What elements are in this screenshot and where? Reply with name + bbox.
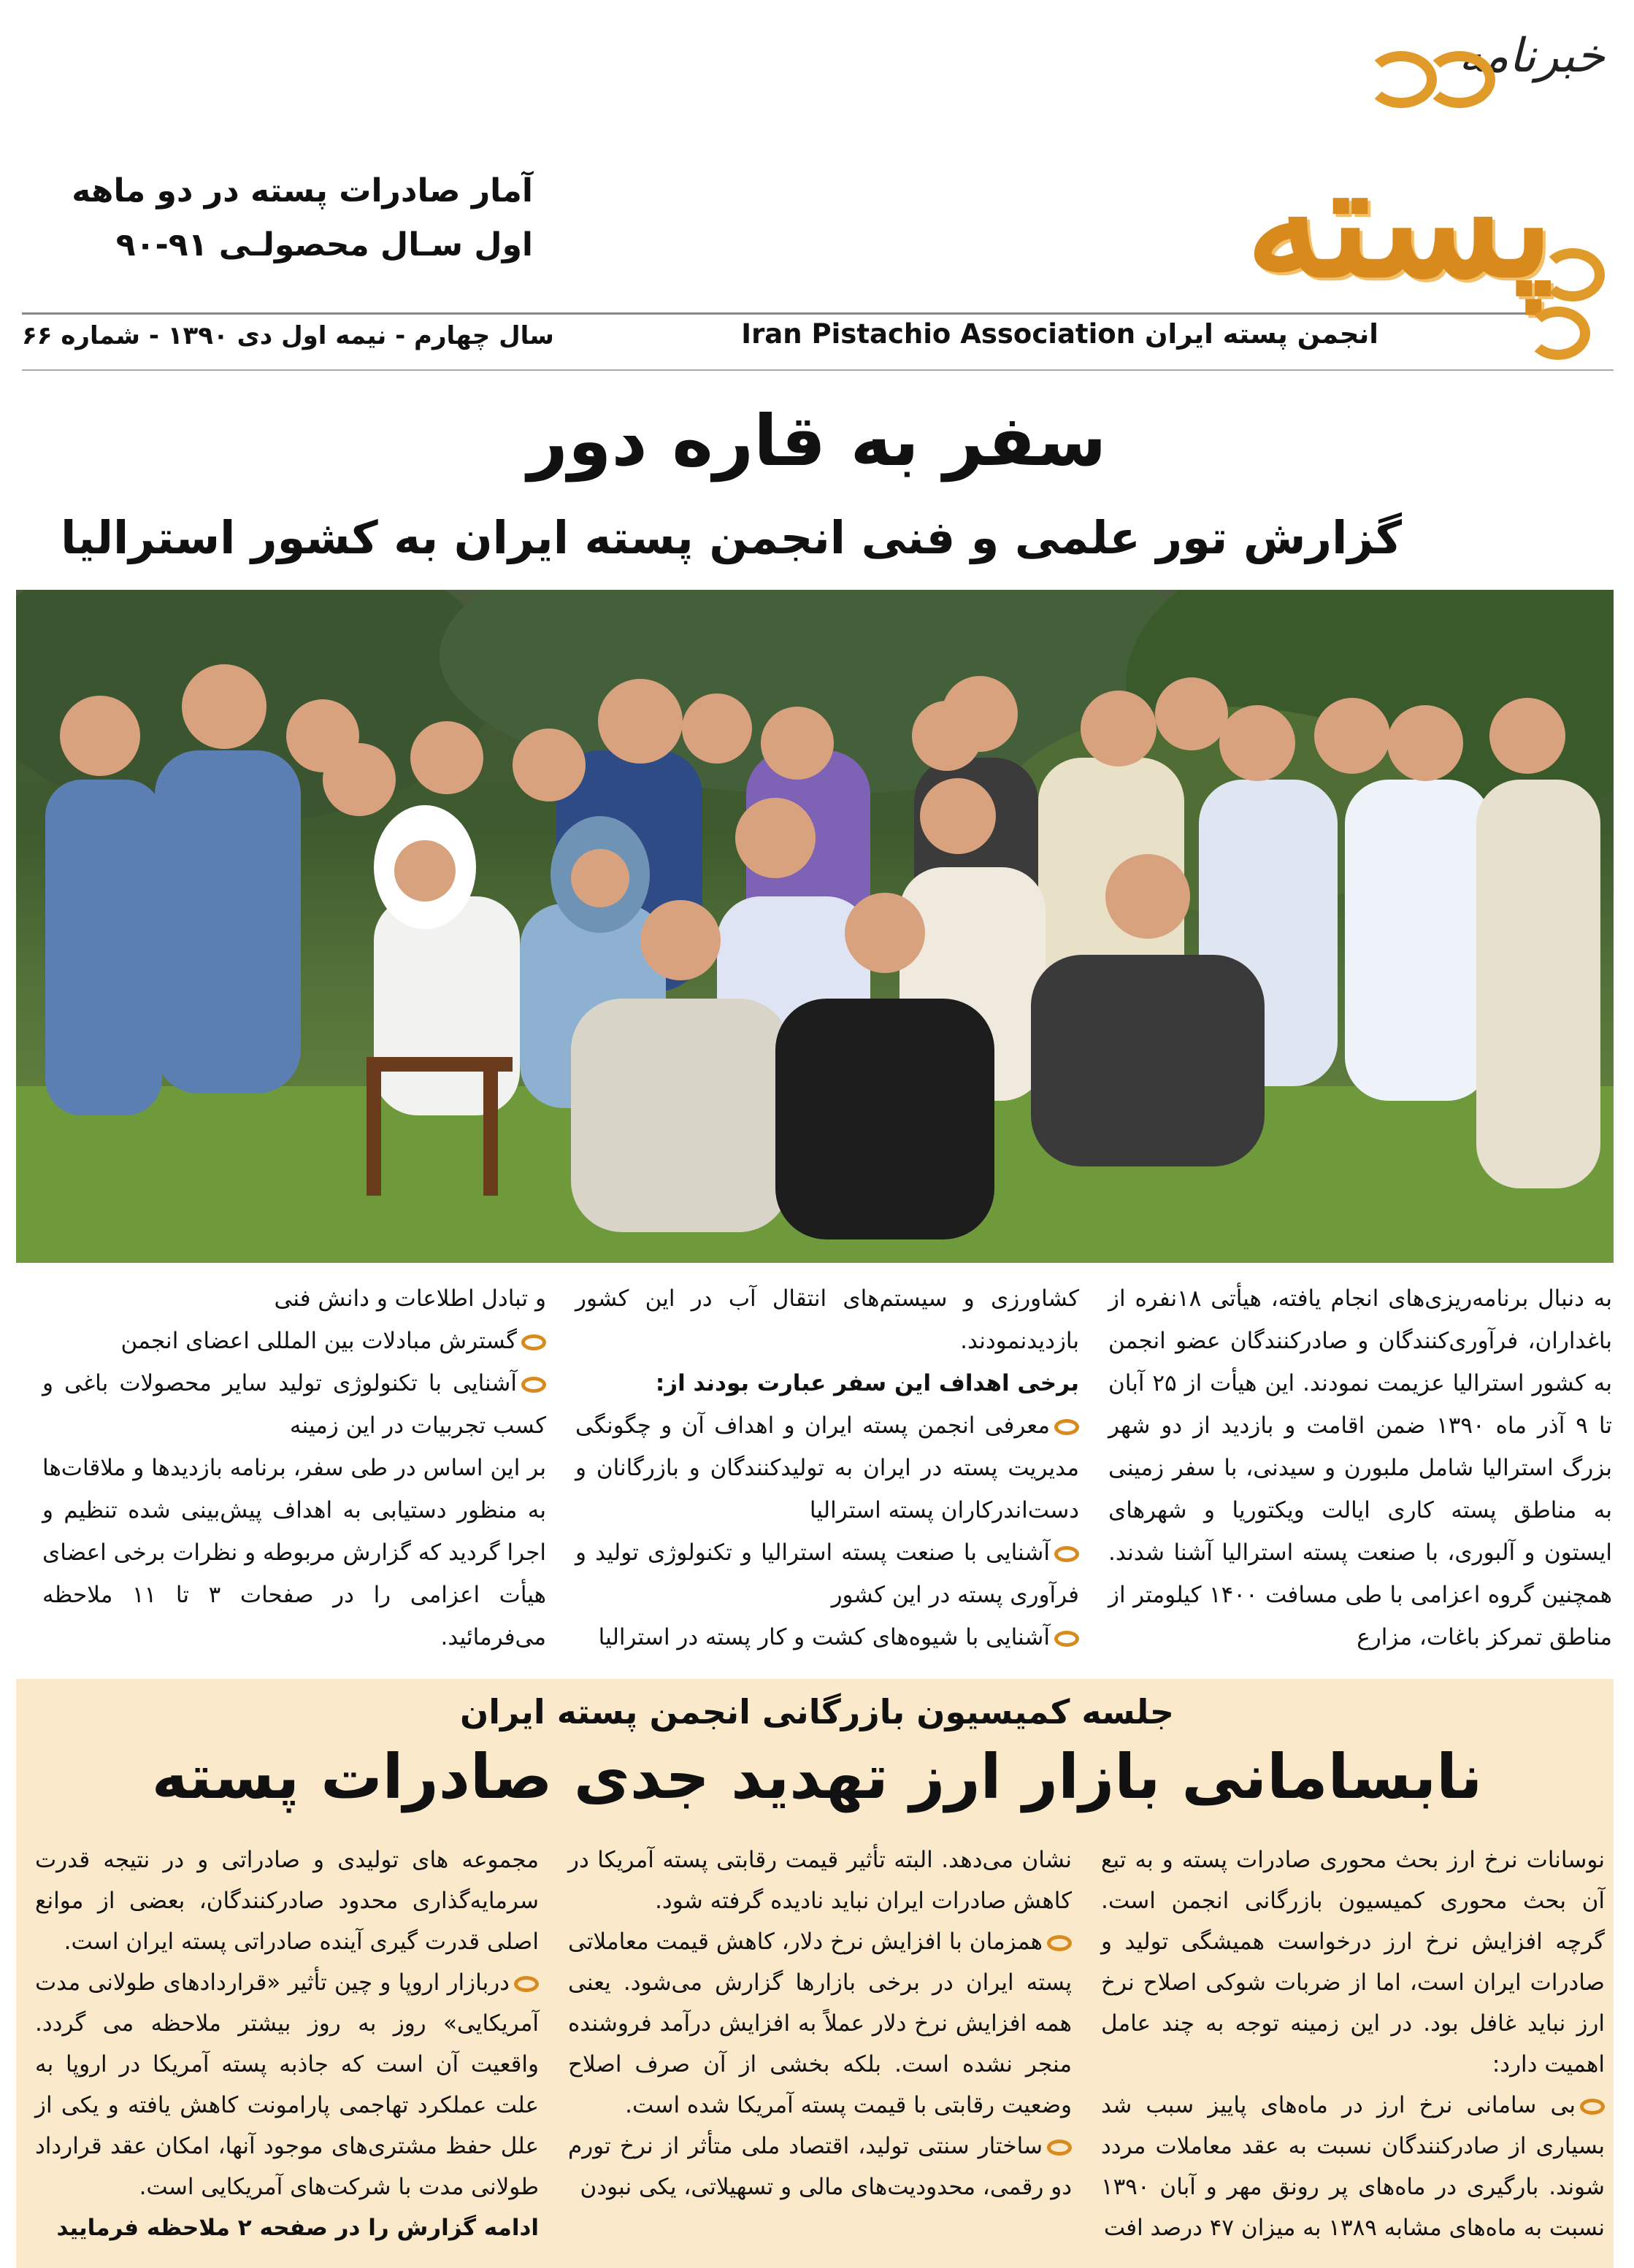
list-item-text: دربازار اروپا و چین تأثیر «قراردادهای طولانی مدت آمریکایی» روز به روز بیشتر ملاحظه می گردد. واقعیت آن است که جاذبه پسته آمریکا در اروپا به علت عملکرد تهاجمی پارامونت کاهش یافته و یکی از علل حفظ مشتری‌های موجود آنها، امکان عقد قرارداد طولانی مدت با شرکت‌های آمریکایی است. xyxy=(35,1969,539,2200)
article2-kicker: جلسه کمیسیون بازرگانی انجمن پسته ایران xyxy=(460,1692,1174,1731)
article-subheadline: گزارش تور علمی و فنی انجمن پسته ایران به کشور استرالیا xyxy=(61,511,1402,564)
article-headline[interactable]: سفر به قاره دور xyxy=(527,400,1107,482)
issue-info: سال چهارم - نیمه اول دی ۱۳۹۰ - شماره ۶۶ xyxy=(22,321,554,350)
bullet-icon xyxy=(521,1334,546,1350)
list-item xyxy=(42,1362,546,1447)
list-item-text: آشنایی با صنعت پسته استرالیا و تکنولوژی تولید و فرآوری پسته در این کشور xyxy=(575,1539,1079,1608)
list-item xyxy=(1101,2085,1605,2248)
paragraph: مجموعه های تولیدی و صادراتی و در نتیجه قدرت سرمایه‌گذاری محدود صادرکنندگان، بعضی از موانع اصلی قدرت گیری آینده صادراتی پسته ایران است. xyxy=(35,1847,539,1955)
group-photo[interactable] xyxy=(16,590,1614,1263)
bullet-icon xyxy=(1054,1631,1079,1647)
article2-headline[interactable]: نابسامانی بازار ارز تهدید جدی صادرات پسته xyxy=(151,1741,1483,1813)
list-item-text: معرفی انجمن پسته ایران و اهداف آن و چگونگی مدیریت پسته در ایران به تولیدکنندگان و بازرگانان و دست‌اندرکاران پسته استرالیا xyxy=(575,1412,1079,1523)
bullet-icon xyxy=(514,1976,539,1992)
logo-dot-decoration xyxy=(1541,248,1605,301)
list-item-text: گسترش مبادلات بین المللی اعضای انجمن xyxy=(120,1328,517,1354)
article2-column xyxy=(1101,1840,1605,2248)
article-column xyxy=(575,1277,1079,1658)
divider xyxy=(22,312,1526,315)
group-photo-illustration xyxy=(16,590,1614,1263)
list-item-text: بی سامانی نرخ ارز در ماه‌های پاییز سبب شد بسیاری از صادرکنندگان نسبت به عقد معاملات مردد شوند. بارگیری در ماه‌های پر رونق مهر و آبان ۱۳۹۰ نسبت به ماه‌های مشابه ۱۳۸۹ به میزان ۴۷ درصد افت xyxy=(1101,2092,1605,2241)
list-item-text: همزمان با افزایش نرخ دلار، کاهش قیمت معاملاتی پسته ایران در برخی بازارها گزارش می‌شود. یعنی همه افزایش نرخ دلار عملاً به افزایش درآمد فروشنده منجر نشده است. بلکه بخشی از آن صرف اصلاح وضعیت رقابتی با قیمت پسته آمریکا شده است. xyxy=(568,1929,1072,2118)
list-item xyxy=(568,2126,1072,2207)
header-stat-line: اول سـال محصولـی ۹۱-۹۰ xyxy=(115,226,533,264)
paragraph: نوسانات نرخ ارز بحث محوری صادرات پسته و به تبع آن بحث محوری کمیسیون بازرگانی انجمن است. گرچه افزایش نرخ ارز درخواست همیشگی تولید و صادرات ایران است، اما از ضربات شوکی اصلاح نرخ ارز نباید غافل بود. در این زمینه توجه به چند عامل اهمیت دارد: xyxy=(1101,1847,1605,2077)
list-item xyxy=(35,1962,539,2207)
bullet-icon xyxy=(521,1377,546,1393)
bullet-icon xyxy=(1047,1935,1072,1951)
continue-reading-link[interactable]: ادامه گزارش را در صفحه ۲ ملاحظه فرمایید xyxy=(56,2215,539,2241)
association-name: انجمن پسته ایران Iran Pistachio Association xyxy=(741,318,1378,350)
list-item xyxy=(575,1531,1079,1616)
paragraph: به دنبال برنامه‌ریزی‌های انجام یافته، هیأتی ۱۸نفره از باغداران، فرآوری‌کنندگان و صادرکنندگان عضو انجمن به کشور استرالیا عزیمت نمودند. این هیأت از ۲۵ آبان تا ۹ آذر ماه ۱۳۹۰ ضمن اقامت و بازدید از دو شهر بزرگ استرالیا شامل ملبورن و سیدنی، با سفر زمینی به مناطق پسته کاری ایالت ویکتوریا و شهرهای ایستون و آلبوری، با صنعت پسته استرالیا آشنا شدند. همچنین گروه اعزامی با طی مسافت ۱۴۰۰ کیلومتر از مناطق تمرکز باغات، مزارع xyxy=(1108,1285,1613,1650)
article2-column xyxy=(35,1840,539,2248)
list-item-text: آشنایی با شیوه‌های کشت و کار پسته در استرالیا xyxy=(598,1624,1050,1650)
bullet-icon xyxy=(1580,2099,1605,2115)
article-column xyxy=(1108,1277,1612,1658)
list-item-text: ساختار سنتی تولید، اقتصاد ملی متأثر از نرخ تورم دو رقمی، محدودیت‌های مالی و تسهیلاتی، یکی نبودن xyxy=(568,2133,1072,2200)
list-item xyxy=(575,1404,1079,1531)
paragraph: نشان می‌دهد. البته تأثیر قیمت رقابتی پسته آمریکا در کاهش صادرات ایران نباید نادیده گرفته شود. xyxy=(568,1847,1072,1914)
list-item xyxy=(575,1616,1079,1658)
header-stat-line: آمار صادرات پسته در دو ماهه xyxy=(72,172,533,209)
logo-small-text: خبرنامه xyxy=(1458,29,1605,83)
paragraph: کشاورزی و سیستم‌های انتقال آب در این کشور بازدیدنمودند. xyxy=(575,1285,1079,1354)
bullet-icon xyxy=(1054,1419,1079,1435)
bullet-icon xyxy=(1047,2140,1072,2156)
article-column xyxy=(42,1277,546,1658)
article2-column xyxy=(568,1840,1072,2207)
logo-word: پسته xyxy=(1246,131,1554,312)
logo-dot-decoration xyxy=(1526,307,1590,360)
bullet-icon xyxy=(1054,1546,1079,1562)
paragraph: و تبادل اطلاعات و دانش فنی xyxy=(274,1285,546,1312)
list-item-text: آشنایی با تکنولوژی تولید سایر محصولات باغی و کسب تجربیات در این زمینه xyxy=(42,1370,546,1439)
divider xyxy=(22,369,1614,371)
list-item xyxy=(42,1320,546,1362)
list-item xyxy=(568,1921,1072,2126)
masthead xyxy=(0,0,1634,394)
goals-heading: برخی اهداف این سفر عبارت بودند از: xyxy=(655,1370,1079,1396)
logo-dot-decoration xyxy=(1424,51,1495,108)
paragraph: بر این اساس در طی سفر، برنامه بازدیدها و ملاقات‌ها به منظور دستیابی به اهداف پیش‌بینی شده تنظیم و اجرا گردید که گزارش مربوطه و نظرات برخی اعضای هیأت اعزامی را در صفحات ۳ تا ۱۱ ملاحظه می‌فرمائید. xyxy=(42,1455,547,1650)
header-export-stat-link[interactable] xyxy=(22,164,533,272)
